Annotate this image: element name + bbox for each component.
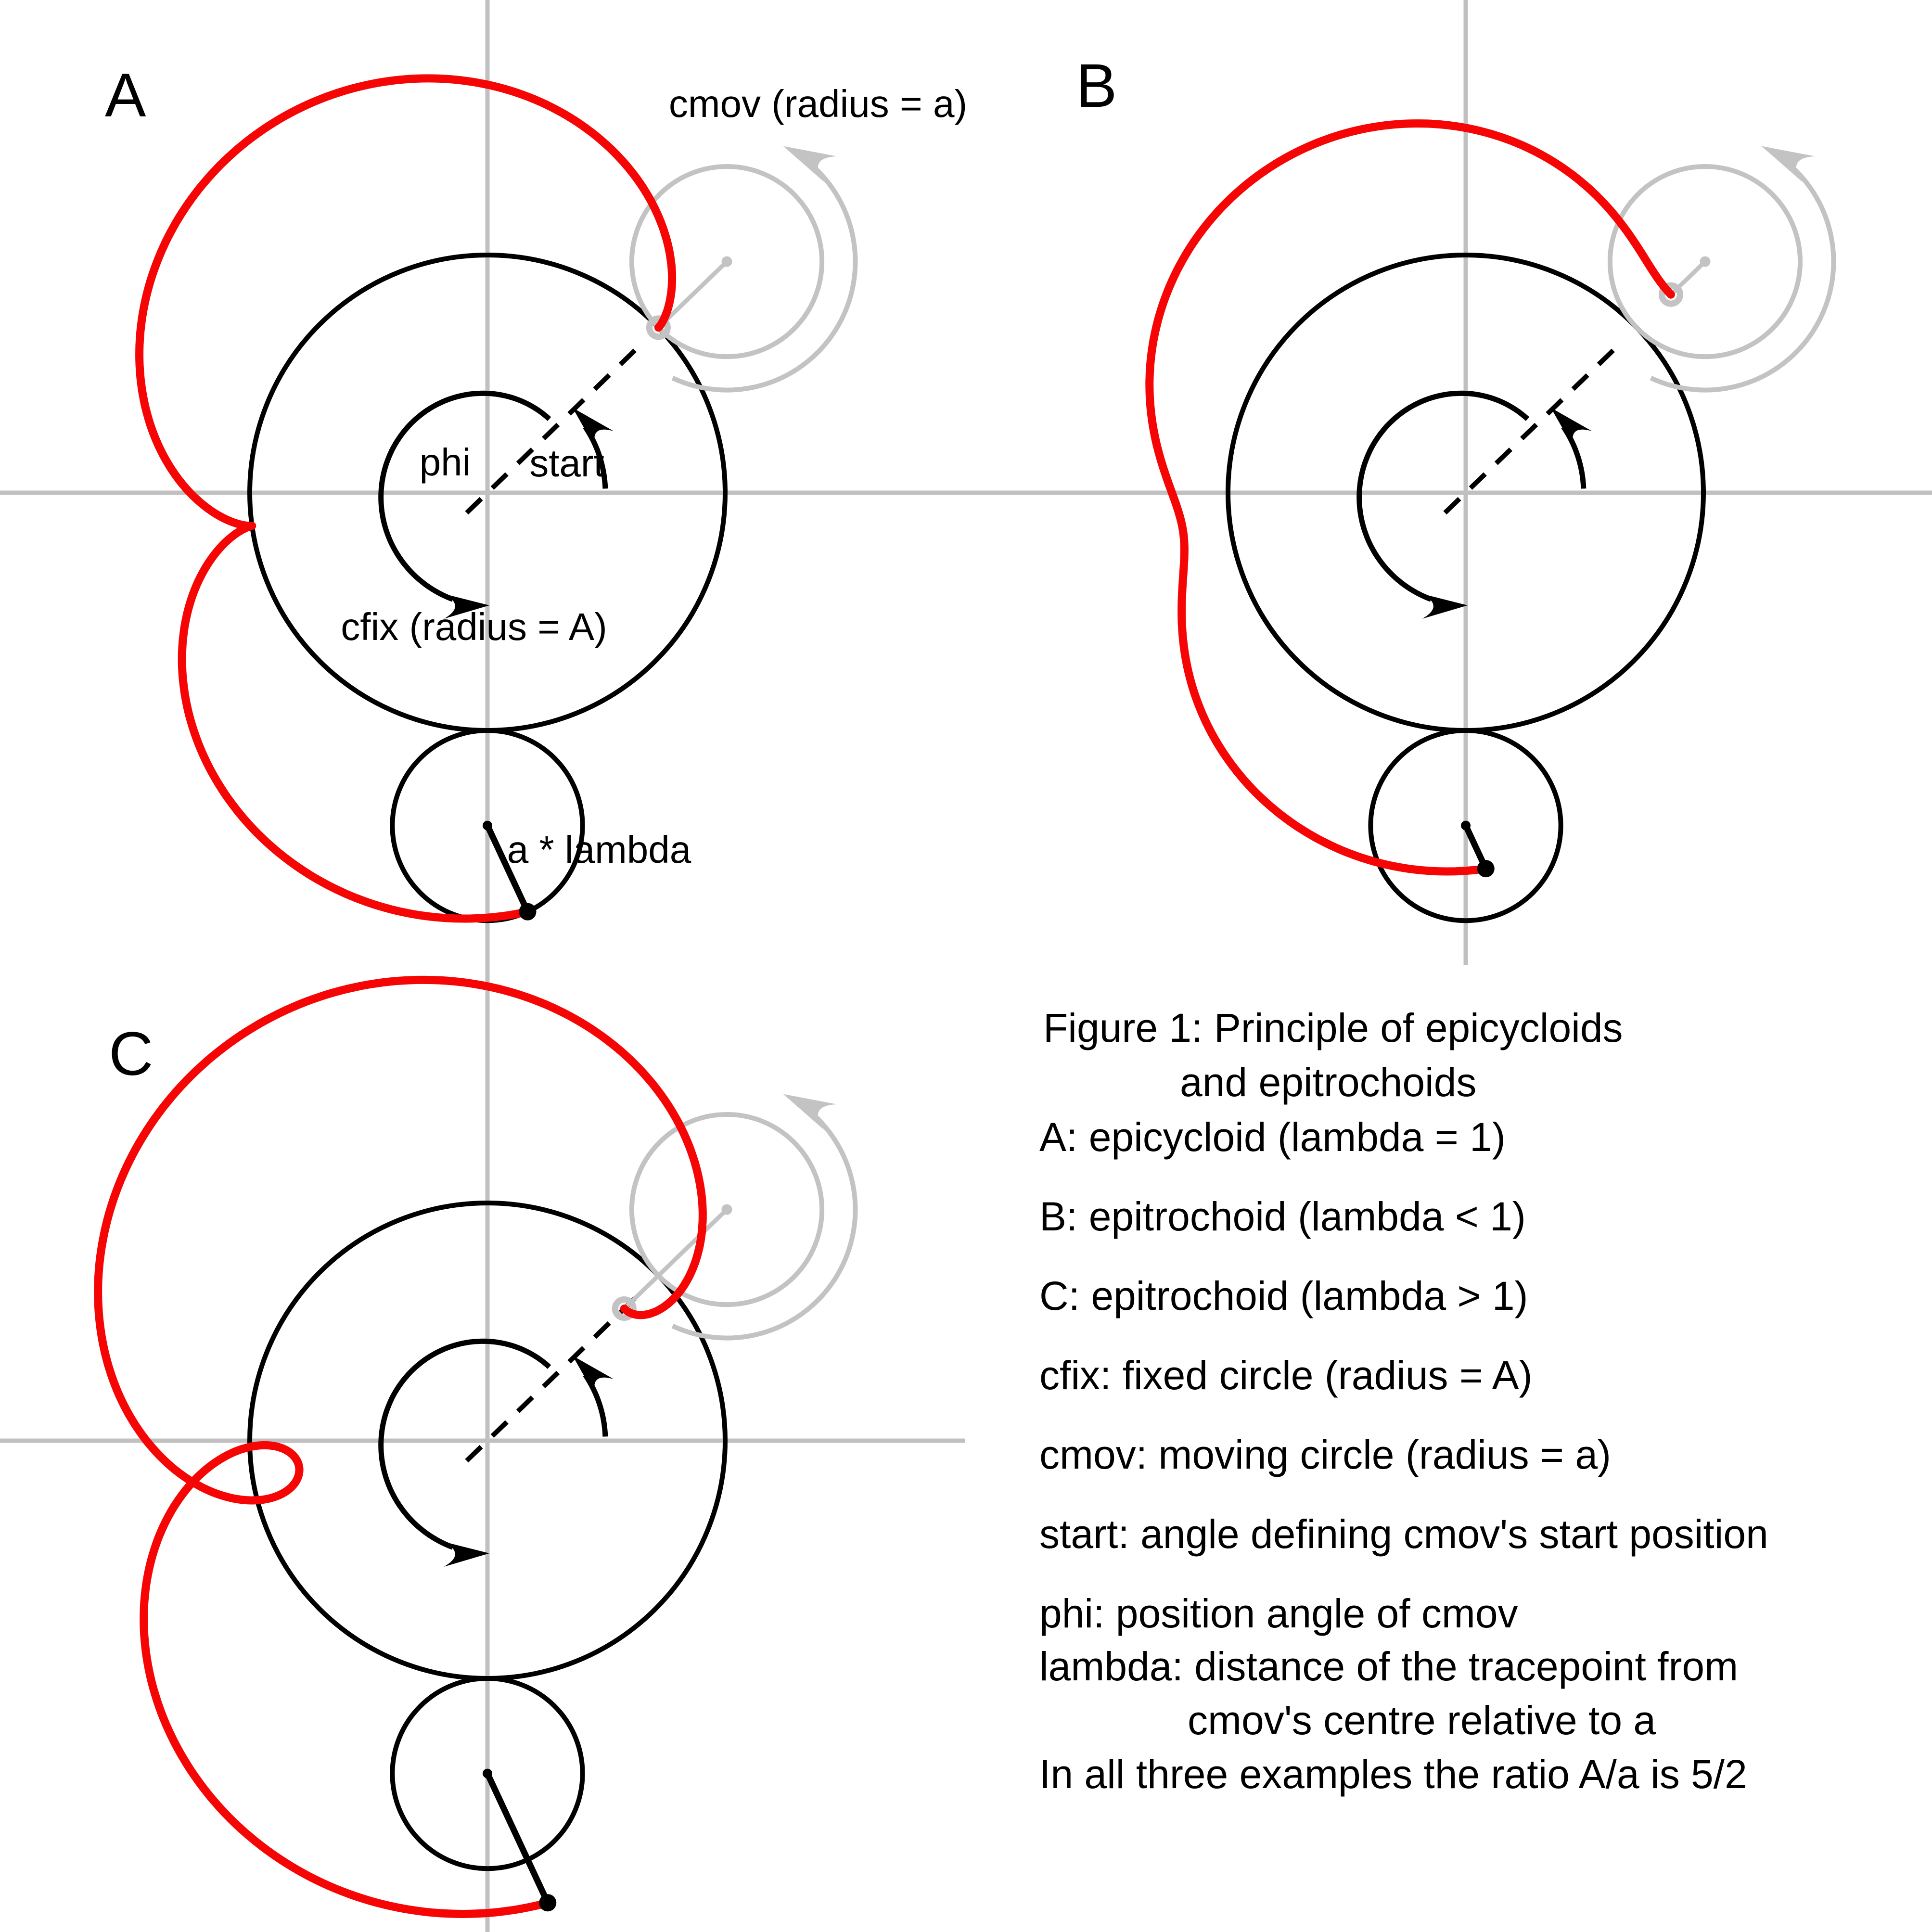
- label-cmov: cmov (radius = a): [668, 82, 968, 125]
- phi-arc-arrowhead: [444, 1542, 490, 1567]
- tracepoint-dot: [519, 903, 537, 921]
- phi-angle-arc: [381, 393, 550, 599]
- caption-line-12: In all three examples the ratio A/a is 5/2: [1039, 1752, 1747, 1797]
- caption-line-7: cmov: moving circle (radius = a): [1039, 1432, 1612, 1477]
- tracepoint-dot: [1477, 860, 1495, 877]
- traced-curve-A: [140, 78, 672, 919]
- start-angle-arc: [1563, 427, 1584, 488]
- label-a_lambda: a * lambda: [507, 828, 691, 871]
- caption-line-1: Figure 1: Principle of epicycloids: [1043, 1005, 1623, 1050]
- panel-letter-A: A: [105, 61, 146, 130]
- caption-line-8: start: angle defining cmov's start position: [1039, 1511, 1768, 1557]
- cmov-start-center-dot: [721, 1204, 732, 1215]
- cmov-start-center-dot: [721, 256, 732, 267]
- tracepoint-dot: [539, 1894, 556, 1911]
- caption-line-3: A: epicycloid (lambda = 1): [1039, 1114, 1506, 1160]
- phi-arc-arrowhead: [1422, 594, 1468, 619]
- start-position-dashed-line: [1445, 341, 1623, 513]
- label-cfix: cfix (radius = A): [341, 605, 607, 648]
- traced-curve-C: [98, 980, 703, 1914]
- cmov-rotation-arrowhead: [783, 146, 837, 182]
- cmov-end-center-dot: [483, 1769, 492, 1778]
- start-angle-arc: [585, 1375, 605, 1436]
- caption-line-4: B: epitrochoid (lambda < 1): [1039, 1194, 1526, 1239]
- caption-line-5: C: epitrochoid (lambda > 1): [1039, 1273, 1528, 1318]
- start-position-dashed-line: [467, 341, 645, 513]
- start-arc-arrowhead: [1551, 408, 1592, 449]
- panel-letter-C: C: [109, 1020, 154, 1088]
- caption-line-11: cmov's centre relative to a: [1188, 1698, 1656, 1743]
- panel-C: [98, 980, 856, 1914]
- caption-line-2: and epitrochoids: [1180, 1060, 1477, 1105]
- cmov-end-center-dot: [1461, 821, 1471, 831]
- phi-angle-arc: [381, 1341, 550, 1547]
- caption-line-10: lambda: distance of the tracepoint from: [1039, 1644, 1739, 1689]
- start-arc-arrowhead: [573, 1356, 614, 1397]
- panel-letter-B: B: [1076, 51, 1117, 120]
- cmov-rotation-arrowhead: [783, 1094, 837, 1130]
- cmov-start-center-dot: [1700, 256, 1710, 267]
- cmov-end-center-dot: [483, 821, 492, 831]
- panel-B: [1076, 51, 1833, 921]
- label-start: start: [529, 442, 604, 485]
- phi-angle-arc: [1359, 393, 1528, 599]
- cmov-rotation-arrowhead: [1762, 146, 1816, 182]
- tracepoint-arm: [487, 1774, 548, 1903]
- label-phi: phi: [419, 441, 471, 484]
- cmov-rotation-arrow-arc: [1651, 163, 1834, 390]
- caption-line-6: cfix: fixed circle (radius = A): [1039, 1353, 1533, 1398]
- caption-line-9: phi: position angle of cmov: [1039, 1591, 1518, 1636]
- cmov-rotation-arrow-arc: [673, 163, 856, 390]
